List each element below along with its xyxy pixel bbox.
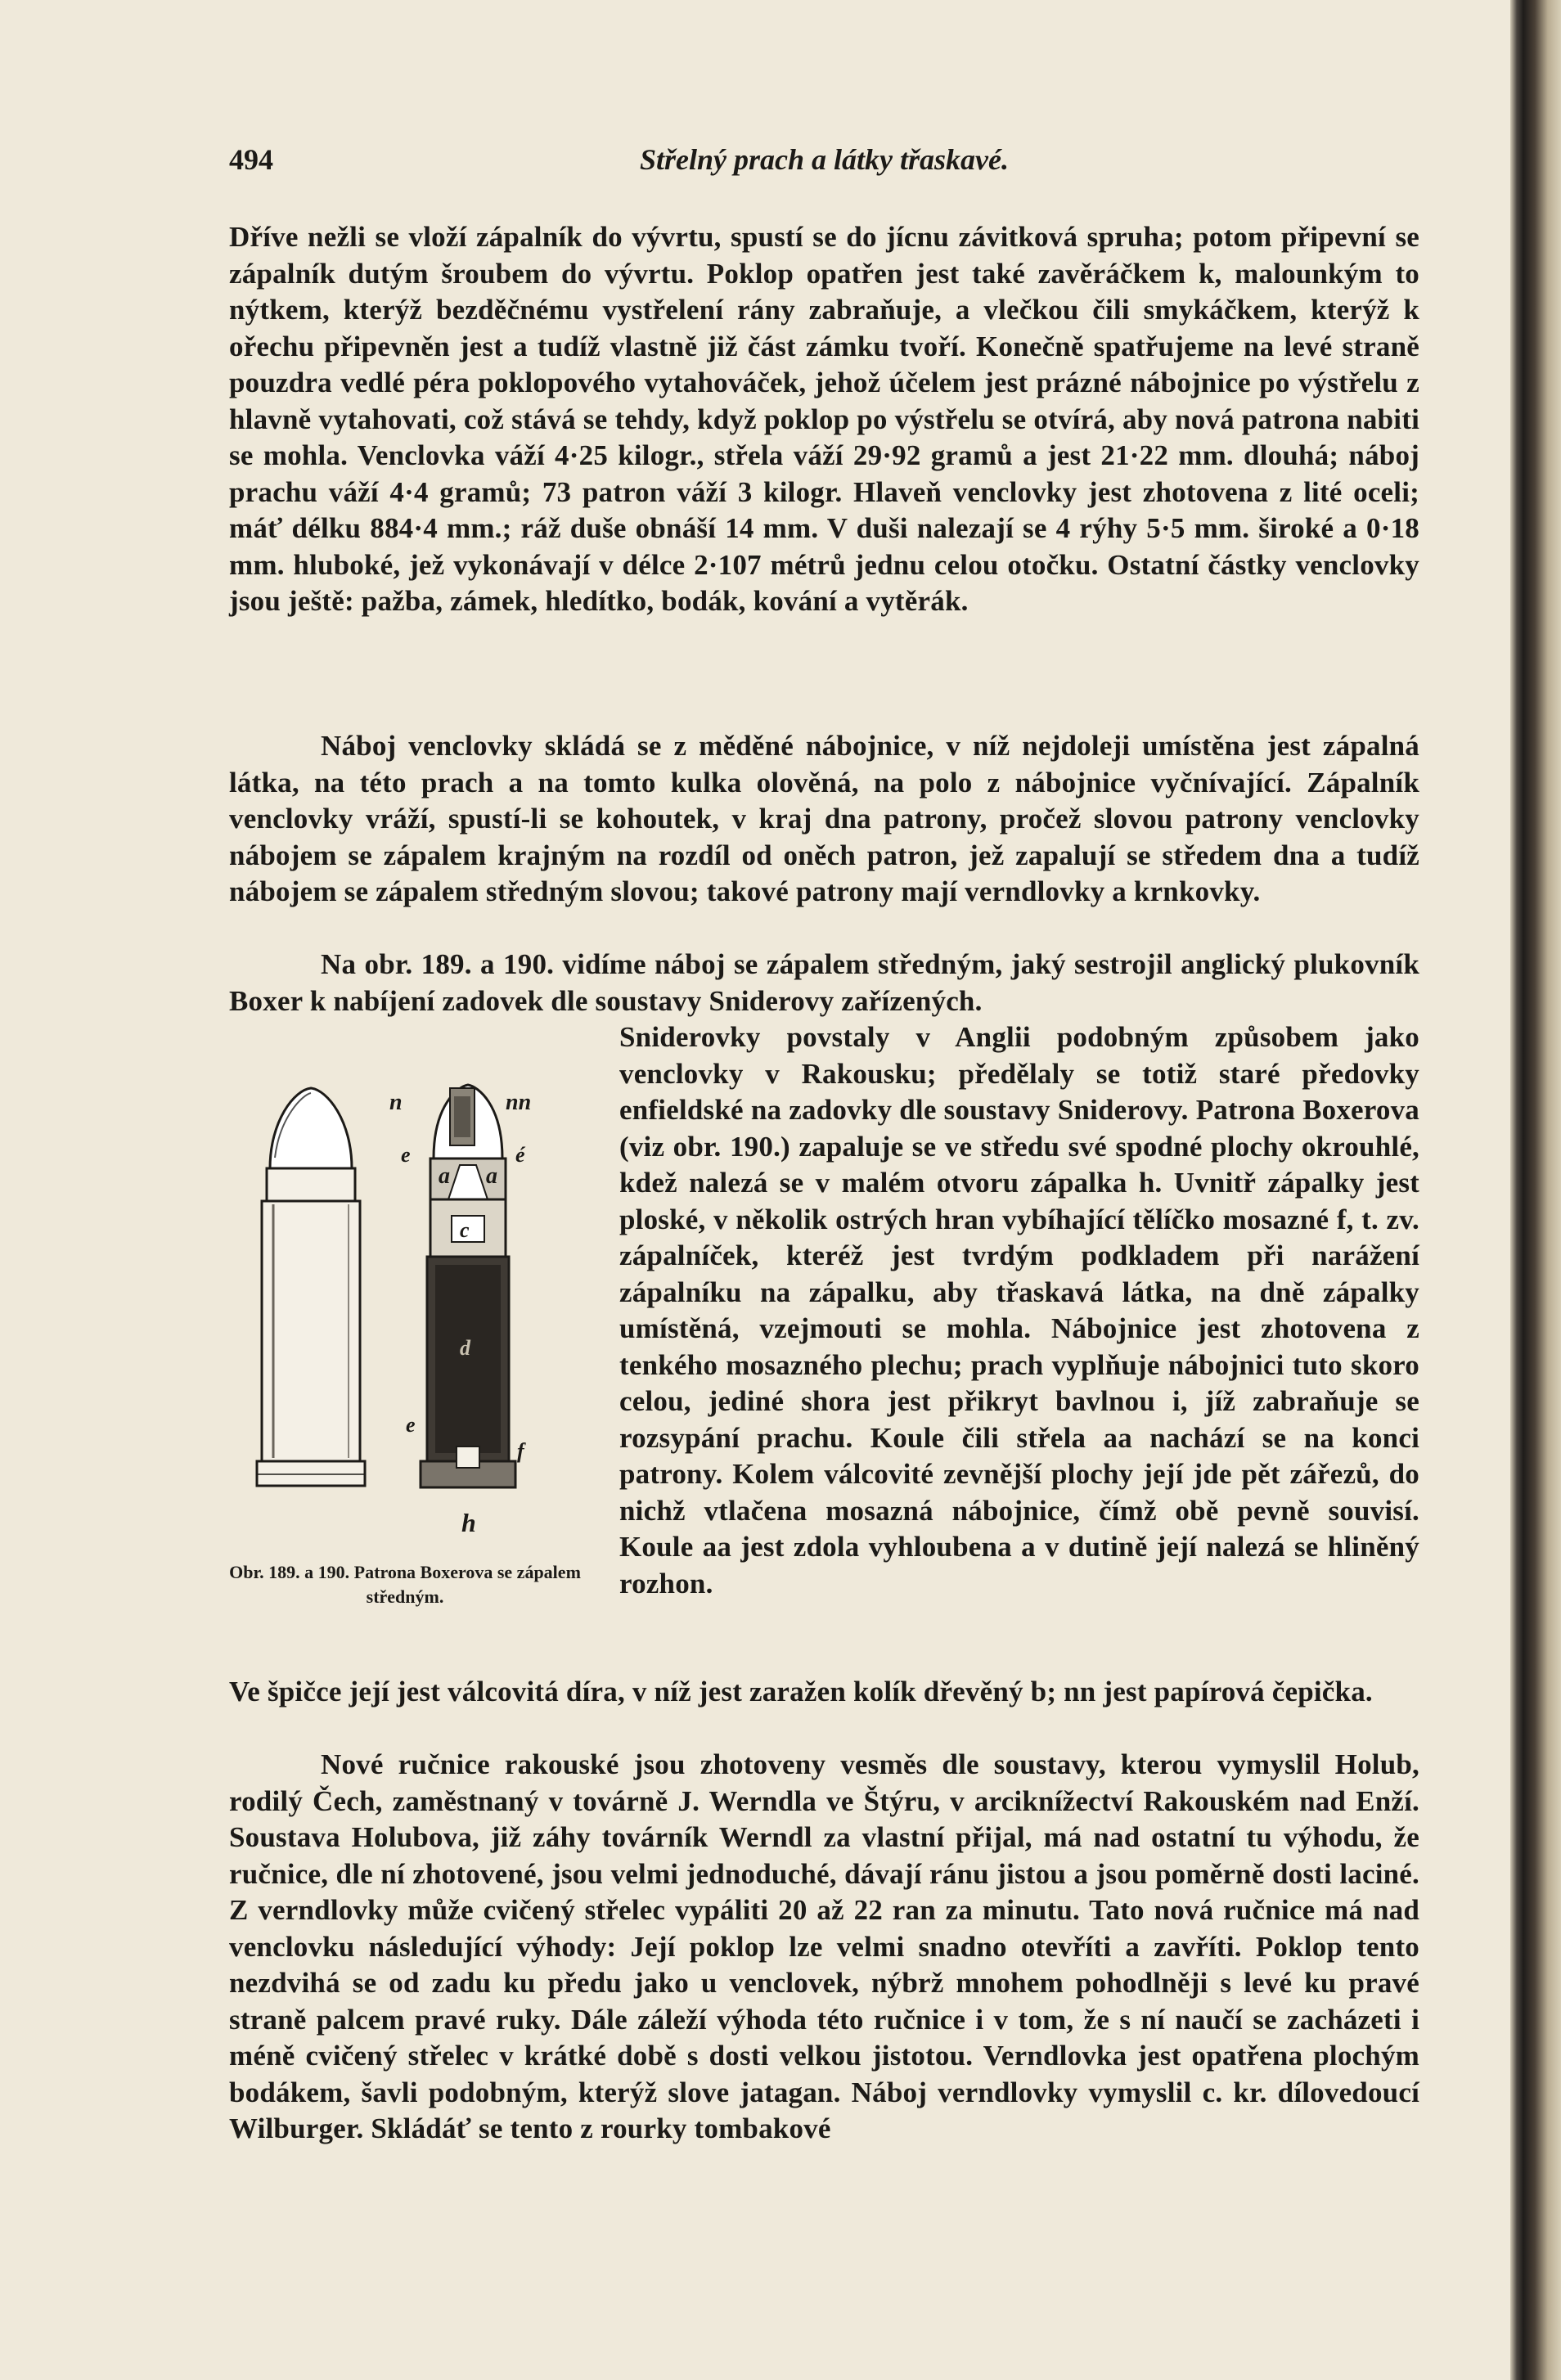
paragraph-3-start (229, 947, 1419, 1019)
book-spine-shadow (1510, 0, 1561, 2380)
label-f: f (517, 1439, 524, 1463)
cartridge-section (421, 1085, 515, 1487)
figure-caption: Obr. 189. a 190. Patrona Boxerova se zápalem středným. (229, 1562, 581, 1607)
paragraph-2-text: Náboj venclovky skládá se z měděné nábojnice, v níž nejdoleji umístěna jest zápalná látka, na této prach a na tomto kulka olověná, na polo z nábojnice vyčnívající. Zápalník venclovky vráží, spustí-li se kohoutek, v kraj dna patrony, pročež slovou patrony venclovky nábojem se zápalem krajným na rozdíl od oněch patron, jež zapalují se středem dna a tudíž nábojem se zápalem středným slovou; takové patrony mají verndlovky a krnkovky. (229, 730, 1419, 907)
running-title: Střelný prach a látky třaskavé. (640, 143, 1009, 176)
paragraph-3-wrap-text: Sniderovky povstaly v Anglii podobným způsobem jako venclovky v Rakousku; předělaly se totiž staré předovky enfieldské na zadovky dle soustavy Sniderovy. Patrona Boxerova (viz obr. 190.) zapaluje se ve středu své spodné plochy okrouhlé, kdež nalezá se v malém otvoru zápalka h. Uvnitř zápalky jest ploské, v několik ostrých hran vybíhající tělíčko mosazné f, t. zv. zápalníček, kteréž jest tvrdým podkladem při narážení zápalníku na zápalku, aby třaskavá látka, na dně zápalky umístěná, vzejmouti se mohla. Nábojnice jest zhotovena z tenkého mosazného plechu; prach vyplňuje nábojnici tuto skoro celou, jediné shora jest přikryt bavlnou i, jíž zabraňuje se rozsypání prachu. Koule čili střela aa nachází se na konci patrony. Kolem válcovité zevnější plochy její jde pět zářezů, do nichž vtlačena mosazná nábojnice, čímž obě pevně souvisí. Koule aa jest zdola vyhloubena a v dutině její nalezá se hliněný rozhon. (619, 1021, 1419, 1599)
page-header (229, 142, 1419, 182)
cartridge-figure (245, 1080, 589, 1554)
paragraph-3-end-text: Ve špičce její jest válcovitá díra, v níž jest zaražen kolík dřevěný b; nn jest papírová čepička. (229, 1676, 1373, 1707)
paragraph-4 (229, 1747, 1419, 2148)
paragraph-1-text: Dříve nežli se vloží zápalník do vývrtu, spustí se do jícnu závitková spruha; potom připevní se zápalník dutým šroubem do vývrtu. Poklop opatřen jest také zavěráčkem k, malounkým to nýtkem, kterýž bezděčnému vystřelení rány zabraňuje, a vlečkou čili smykáčkem, kterýž k ořechu připevněn jest a tudíž vlastně již část zámku tvoří. Konečně spatřujeme na levé straně pouzdra vedlé péra poklopového vytahováček, jehož účelem jest prázné nábojnice po výstřelu z hlavně vytahovati, což stává se tehdy, když poklop po výstřelu se otvírá, aby nová patrona nabiti se mohla. Venclovka váží 4·25 kilogr., střela váží 29·92 gramů a jest 21·22 mm. dlouhá; náboj prachu váží 4·4 gramů; 73 patron váží 3 kilogr. Hlaveň venclovky jest zhotovena z lité oceli; máť délku 884·4 mm.; ráž duše obnáší 14 mm. V duši nalezají se 4 rýhy 5·5 mm. široké a 0·18 mm. hluboké, jež vykonávají v délce 2·107 métrů jednu celou otočku. Ostatní částky venclovky jsou ještě: pažba, zámek, hledítko, bodák, kování a vytěrák. (229, 221, 1419, 617)
label-n: n (389, 1090, 403, 1115)
label-e-left: e (401, 1143, 411, 1167)
label-nn: nn (506, 1090, 532, 1115)
label-e-right: é (515, 1143, 525, 1167)
label-a-right: a (486, 1163, 497, 1189)
paragraph-3-wrap (619, 1019, 1419, 1602)
cartridge-exterior (257, 1088, 365, 1486)
paragraph-2 (229, 728, 1419, 911)
label-a-left: a (439, 1163, 450, 1189)
paragraph-4-text: Nové ručnice rakouské jsou zhotoveny vesměs dle soustavy, kterou vymyslil Holub, rodilý Čech, zaměstnaný v továrně J. Werndla ve Štýru, v arciknížectví Rakouském nad Enží. Soustava Holubova, již záhy továrník Werndl za vlastní přijal, má nad ostatní tu výhodu, že ručnice, dle ní zhotovené, jsou velmi jednoduché, dávají ránu jistou a jsou poměrně dosti laciné. Z verndlovky může cvičený střelec vypáliti 20 až 22 ran za minutu. Tato nová ručnice má nad venclovku následující výhody: Její poklop lze velmi snadno otevříti a zavříti. Poklop tento nezdvihá se od zadu ku předu jako u venclovek, nýbrž mnohem pohodlněji s levé ku pravé straně palcem pravé ruky. Dále záleží výhoda této ručnice i v tom, že s ní naučí se zacházeti i méně cvičený střelec v krátké době s dosti velkou jistotou. Verndlovka jest opatřena plochým bodákem, šavli podobným, kterýž slove jatagan. Náboj verndlovky vymyslil c. kr. dílovedoucí Wilburger. Skládáť se tento z rourky tombakové (229, 1748, 1419, 2144)
cartridge-illustration (245, 1080, 589, 1554)
label-h: h (461, 1508, 476, 1537)
label-d: d (460, 1336, 470, 1360)
paragraph-1 (229, 219, 1419, 620)
page-number: 494 (229, 143, 273, 176)
paragraph-3-end (229, 1674, 1419, 1711)
label-e-lower: e (406, 1413, 416, 1437)
paragraph-3-start-text: Na obr. 189. a 190. vidíme náboj se zápalem středným, jaký sestrojil anglický plukovník Boxer k nabíjení zadovek dle soustavy Sniderovy zařízených. (229, 948, 1419, 1017)
label-c: c (460, 1218, 470, 1242)
